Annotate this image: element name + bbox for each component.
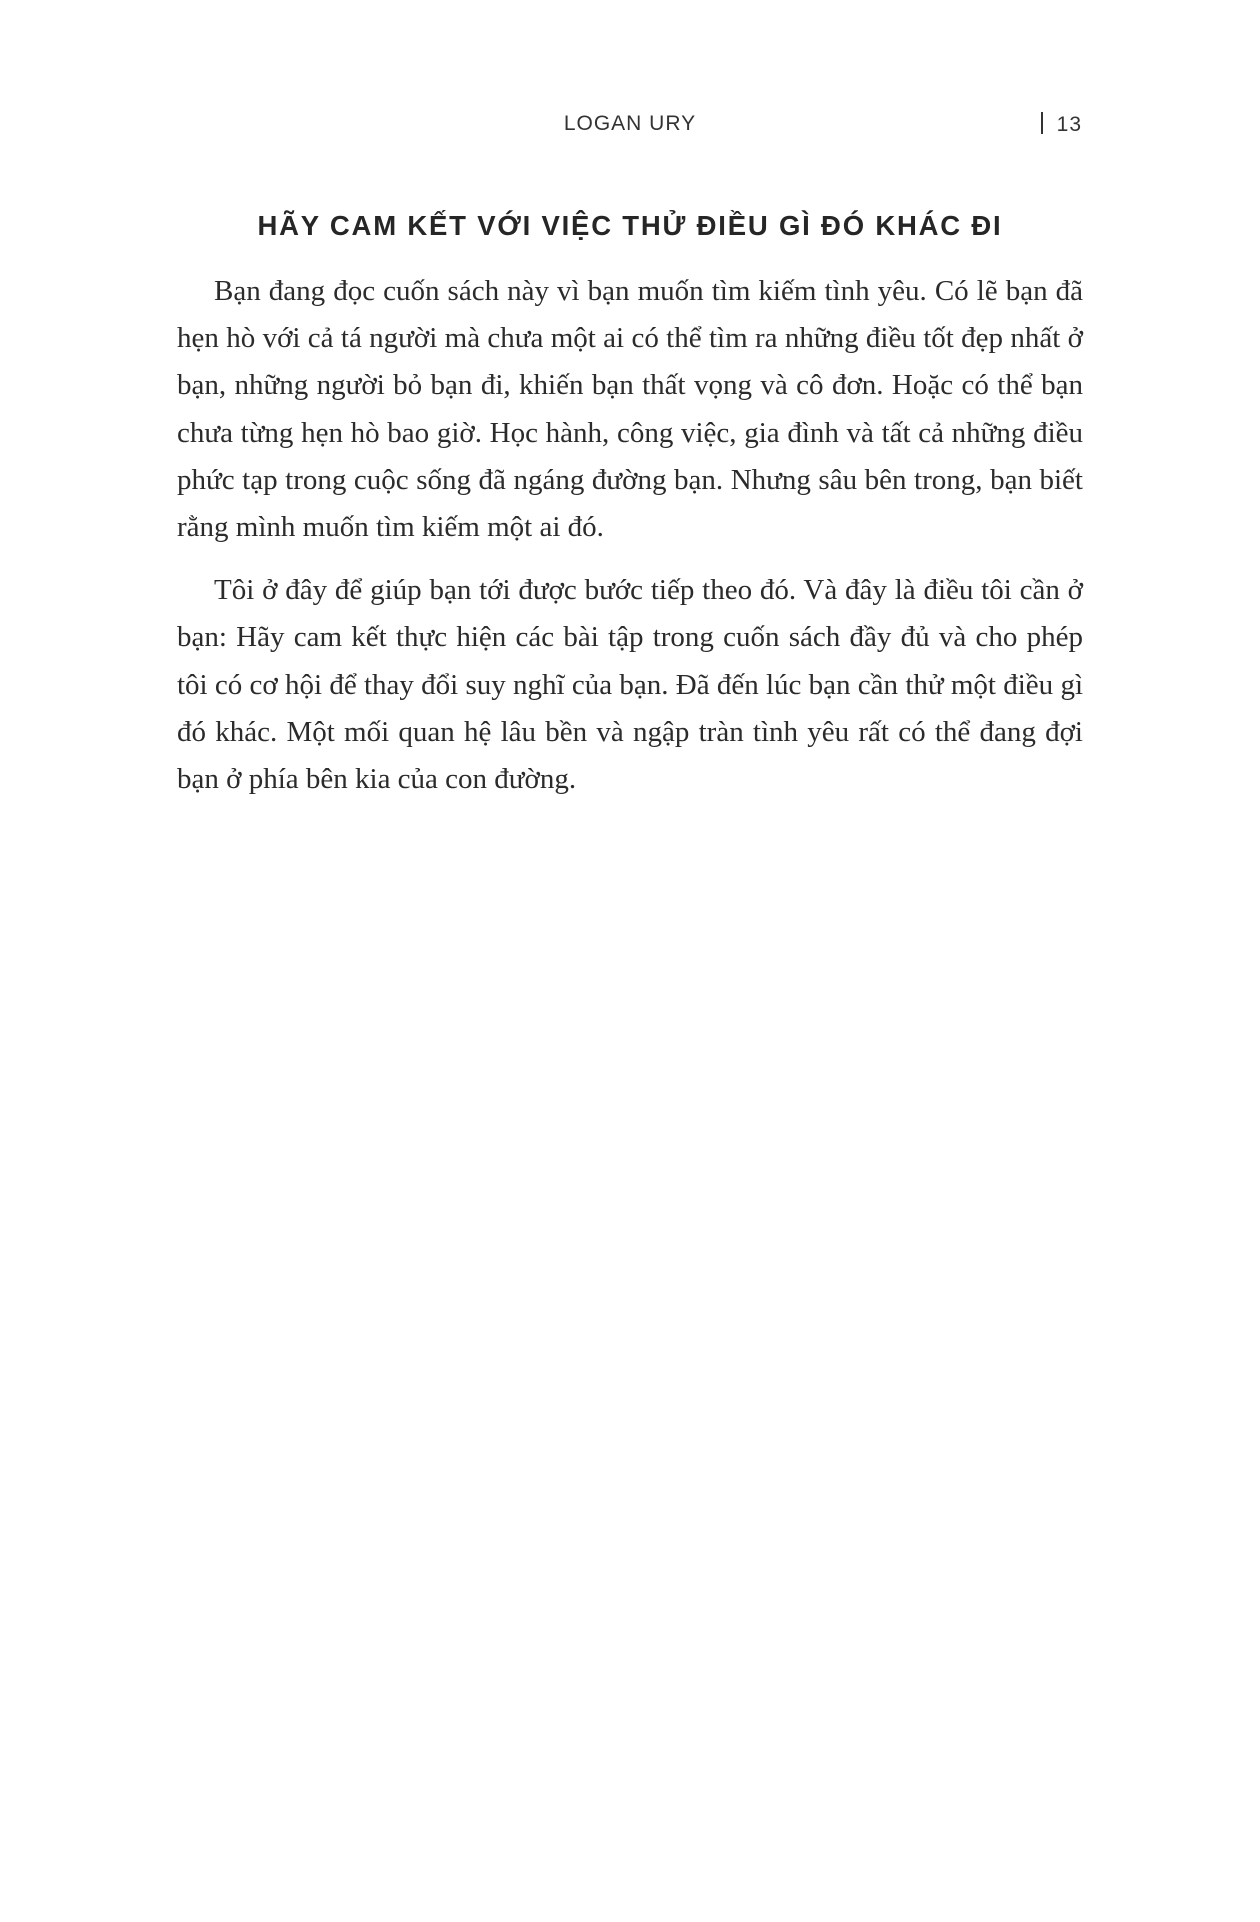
paragraph: Bạn đang đọc cuốn sách này vì bạn muốn tìm kiếm tình yêu. Có lẽ bạn đã hẹn hò với cả tá người mà chưa một ai có thể tìm ra những điều tốt đẹp nhất ở bạn, những người bỏ bạn đi, khiến bạn thất vọng và cô đơn. Hoặc có thể bạn chưa từng hẹn hò bao giờ. Học hành, công việc, gia đình và tất cả những điều phức tạp trong cuộc sống đã ngáng đường bạn. Nhưng sâu bên trong, bạn biết rằng mình muốn tìm kiếm một ai đó.: [177, 275, 1083, 544]
page-number: 13: [1056, 113, 1082, 136]
section-title: HÃY CAM KẾT VỚI VIỆC THỬ ĐIỀU GÌ ĐÓ KHÁC ĐI: [257, 210, 1003, 241]
body-text: [177, 268, 1083, 819]
header-divider: [1041, 112, 1043, 134]
running-head-author: LOGAN URY: [563, 112, 697, 135]
paragraph: Tôi ở đây để giúp bạn tới được bước tiếp theo đó. Và đây là điều tôi cần ở bạn: Hãy cam kết thực hiện các bài tập trong cuốn sách đầy đủ và cho phép tôi có cơ hội để thay đổi suy nghĩ của bạn. Đã đến lúc bạn cần thử một điều gì đó khác. Một mối quan hệ lâu bền và ngập tràn tình yêu rất có thể đang đợi bạn ở phía bên kia của con đường.: [177, 574, 1083, 796]
page-number-block: [1041, 112, 1082, 137]
running-head: [0, 112, 1260, 142]
